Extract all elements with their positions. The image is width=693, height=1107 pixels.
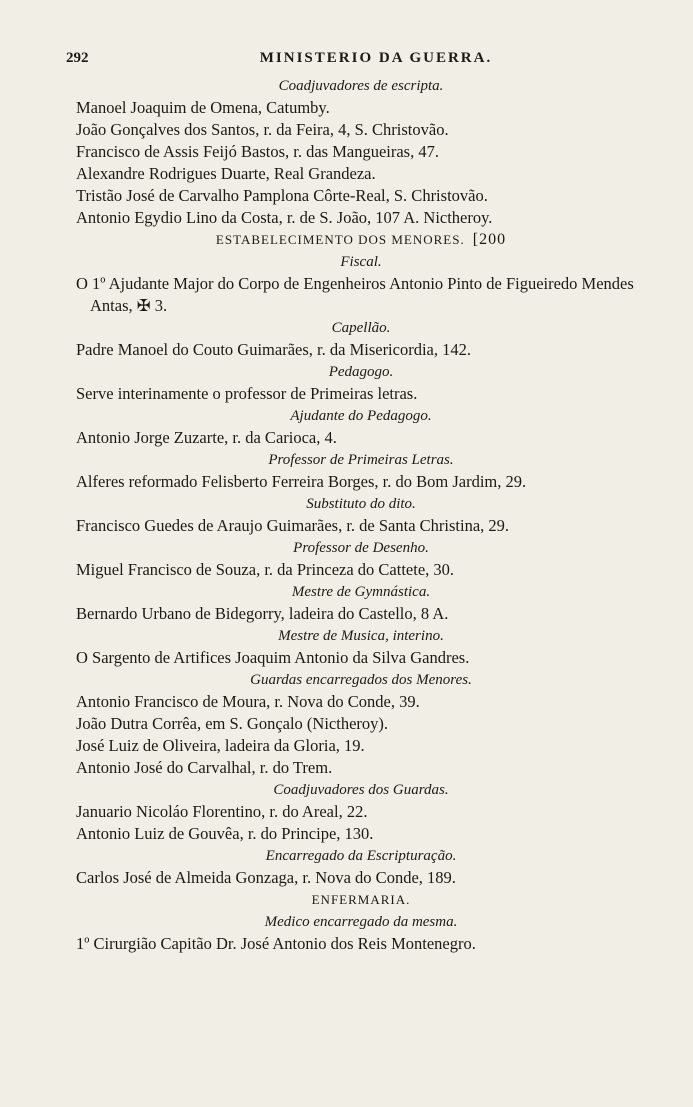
directory-entry: Antonio Francisco de Moura, r. Nova do Conde, 39.	[76, 692, 420, 711]
caps-heading-text: ESTABELECIMENTO DOS MENORES.	[215, 232, 465, 247]
section-heading: Substituto do dito.	[306, 496, 416, 512]
section-heading: Coadjuvadores dos Guardas.	[273, 782, 449, 798]
directory-entry: Alferes reformado Felisberto Ferreira Borges, r. do Bom Jardim, 29.	[76, 472, 527, 491]
directory-entry: Antonio Egydio Lino da Costa, r. de S. João, 107 A. Nictheroy.	[76, 208, 493, 227]
directory-entry: João Gonçalves dos Santos, r. da Feira, 4, S. Christovão.	[76, 120, 449, 139]
caps-heading-tail: [200	[472, 231, 507, 248]
directory-entry: O 1º Ajudante Major do Corpo de Engenheiros Antonio Pinto de Figueiredo Mendes Antas, ✠ 3.	[76, 274, 634, 315]
directory-entry: Serve interinamente o professor de Primeiras letras.	[76, 384, 418, 403]
page-number: 292	[66, 50, 89, 66]
section-heading: Mestre de Gymnástica.	[291, 584, 431, 600]
section-heading: Encarregado da Escripturação.	[265, 848, 457, 864]
directory-entry: Francisco Guedes de Araujo Guimarães, r. de Santa Christina, 29.	[76, 516, 510, 535]
section-heading: Ajudante do Pedagogo.	[290, 408, 432, 424]
section-heading: Professor de Primeiras Letras.	[268, 452, 454, 468]
directory-entry: Antonio Jorge Zuzarte, r. da Carioca, 4.	[76, 428, 337, 447]
directory-entry: Antonio José do Carvalhal, r. do Trem.	[76, 758, 333, 777]
directory-entry: Antonio Luiz de Gouvêa, r. do Principe, 130.	[76, 824, 374, 843]
directory-entry: Alexandre Rodrigues Duarte, Real Grandeza.	[76, 164, 376, 183]
directory-listing	[76, 75, 646, 955]
directory-entry: João Dutra Corrêa, em S. Gonçalo (Nictheroy).	[76, 714, 389, 733]
section-heading: Fiscal.	[340, 254, 382, 270]
section-caps-heading	[76, 229, 646, 251]
directory-entry: Januario Nicoláo Florentino, r. do Areal, 22.	[76, 802, 368, 821]
section-heading: Mestre de Musica, interino.	[278, 628, 444, 644]
directory-entry: 1º Cirurgião Capitão Dr. José Antonio dos Reis Montenegro.	[76, 934, 476, 953]
directory-entry: Padre Manoel do Couto Guimarães, r. da Misericordia, 142.	[76, 340, 471, 359]
section-heading: Pedagogo.	[328, 364, 394, 380]
section-heading: Professor de Desenho.	[293, 540, 429, 556]
page-header	[66, 50, 646, 72]
directory-entry: Carlos José de Almeida Gonzaga, r. Nova do Conde, 189.	[76, 868, 456, 887]
directory-entry: Tristão José de Carvalho Pamplona Côrte-Real, S. Christovão.	[76, 186, 488, 205]
directory-entry: Miguel Francisco de Souza, r. da Princeza do Cattete, 30.	[76, 560, 455, 579]
section-heading: Guardas encarregados dos Menores.	[250, 672, 472, 688]
section-caps-heading	[76, 889, 646, 911]
directory-entry: José Luiz de Oliveira, ladeira da Gloria, 19.	[76, 736, 365, 755]
directory-entry: Bernardo Urbano de Bidegorry, ladeira do Castello, 8 A.	[76, 604, 449, 623]
running-title: MINISTERIO DA GUERRA.	[259, 50, 493, 66]
section-heading: Capellão.	[331, 320, 391, 336]
caps-heading-text: ENFERMARIA.	[311, 892, 411, 907]
directory-entry: Manoel Joaquim de Omena, Catumby.	[76, 98, 330, 117]
section-heading: Medico encarregado da mesma.	[264, 914, 458, 930]
directory-entry: Francisco de Assis Feijó Bastos, r. das Mangueiras, 47.	[76, 142, 439, 161]
directory-entry: O Sargento de Artifices Joaquim Antonio da Silva Gandres.	[76, 648, 470, 667]
section-heading: Coadjuvadores de escripta.	[278, 78, 444, 94]
